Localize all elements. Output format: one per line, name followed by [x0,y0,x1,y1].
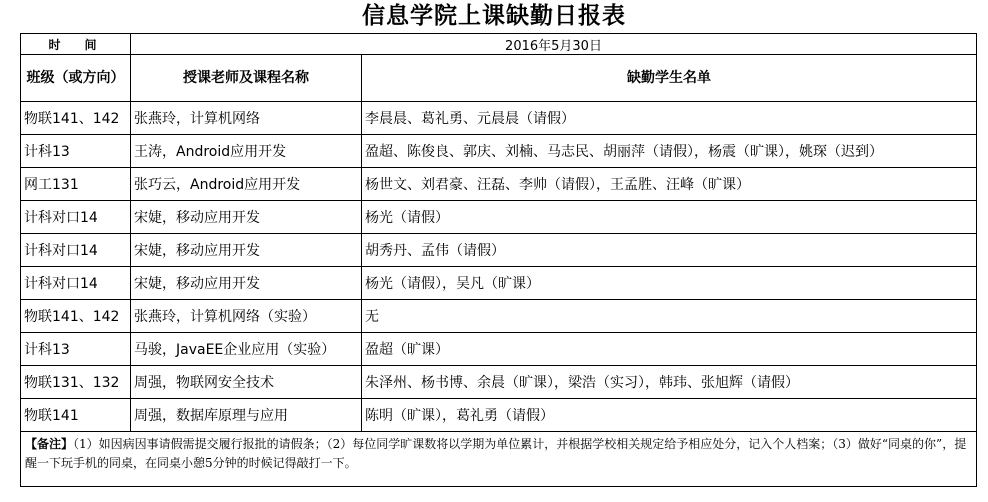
absent-students-cell: 李晨晨、葛礼勇、元晨晨（请假） [362,102,977,135]
absent-students-cell: 盈超、陈俊良、郭庆、刘楠、马志民、胡丽萍（请假），杨震（旷课），姚琛（迟到） [362,135,977,168]
absent-students-cell: 杨光（请假），吴凡（旷课） [362,267,977,300]
teacher-course-cell: 张燕玲，计算机网络 [131,102,362,135]
header-class: 班级（或方向） [21,55,131,102]
teacher-course-cell: 马骏，JavaEE企业应用（实验） [131,333,362,366]
absent-students-cell: 胡秀丹、孟伟（请假） [362,234,977,267]
table-row [21,366,977,399]
table-row [21,201,977,234]
class-cell: 网工131 [21,168,131,201]
class-cell: 计科对口14 [21,267,131,300]
teacher-course-cell: 宋婕，移动应用开发 [131,234,362,267]
table-row [21,333,977,366]
class-cell: 物联141、142 [21,300,131,333]
teacher-course-cell: 张燕玲，计算机网络（实验） [131,300,362,333]
table-row [21,135,977,168]
absent-students-cell: 陈明（旷课），葛礼勇（请假） [362,399,977,432]
header-teacher-course: 授课老师及课程名称 [131,55,362,102]
teacher-course-cell: 张巧云，Android应用开发 [131,168,362,201]
teacher-course-cell: 王涛，Android应用开发 [131,135,362,168]
table-row [21,399,977,432]
table-row [21,267,977,300]
class-cell: 计科13 [21,333,131,366]
table-row [21,102,977,135]
table-row [21,168,977,201]
absence-table [20,33,977,487]
absent-students-cell: 盈超（旷课） [362,333,977,366]
absent-students-cell: 无 [362,300,977,333]
table-row [21,300,977,333]
absent-students-cell: 杨世文、刘君豪、汪磊、李帅（请假），王孟胜、汪峰（旷课） [362,168,977,201]
page-title: 信息学院上课缺勤日报表 [362,3,626,29]
note-label: 【备注】 [25,437,74,451]
header-absent-students: 缺勤学生名单 [362,55,977,102]
class-cell: 物联131、132 [21,366,131,399]
time-label: 时 间 [21,34,131,55]
table-row [21,234,977,267]
report-date: 2016年5月30日 [131,34,977,55]
note-cell [21,432,977,487]
class-cell: 物联141 [21,399,131,432]
class-cell: 计科对口14 [21,201,131,234]
class-cell: 计科对口14 [21,234,131,267]
teacher-course-cell: 宋婕，移动应用开发 [131,267,362,300]
teacher-course-cell: 周强，物联网安全技术 [131,366,362,399]
absent-students-cell: 杨光（请假） [362,201,977,234]
date-row [21,34,977,55]
class-cell: 物联141、142 [21,102,131,135]
teacher-course-cell: 周强，数据库原理与应用 [131,399,362,432]
note-text: （1）如因病因事请假需提交履行报批的请假条；（2）每位同学旷课数将以学期为单位累计，并根据学校相关规定给予相应处分，记入个人档案；（3）做好“同桌的你”，提醒一下玩手机的同桌，在同桌小憩5分钟的时候记得敲打一下。 [25,437,967,470]
note-row [21,432,977,487]
column-header-row [21,55,977,102]
absent-students-cell: 朱泽州、杨书博、余晨（旷课），梁浩（实习），韩玮、张旭辉（请假） [362,366,977,399]
class-cell: 计科13 [21,135,131,168]
teacher-course-cell: 宋婕，移动应用开发 [131,201,362,234]
